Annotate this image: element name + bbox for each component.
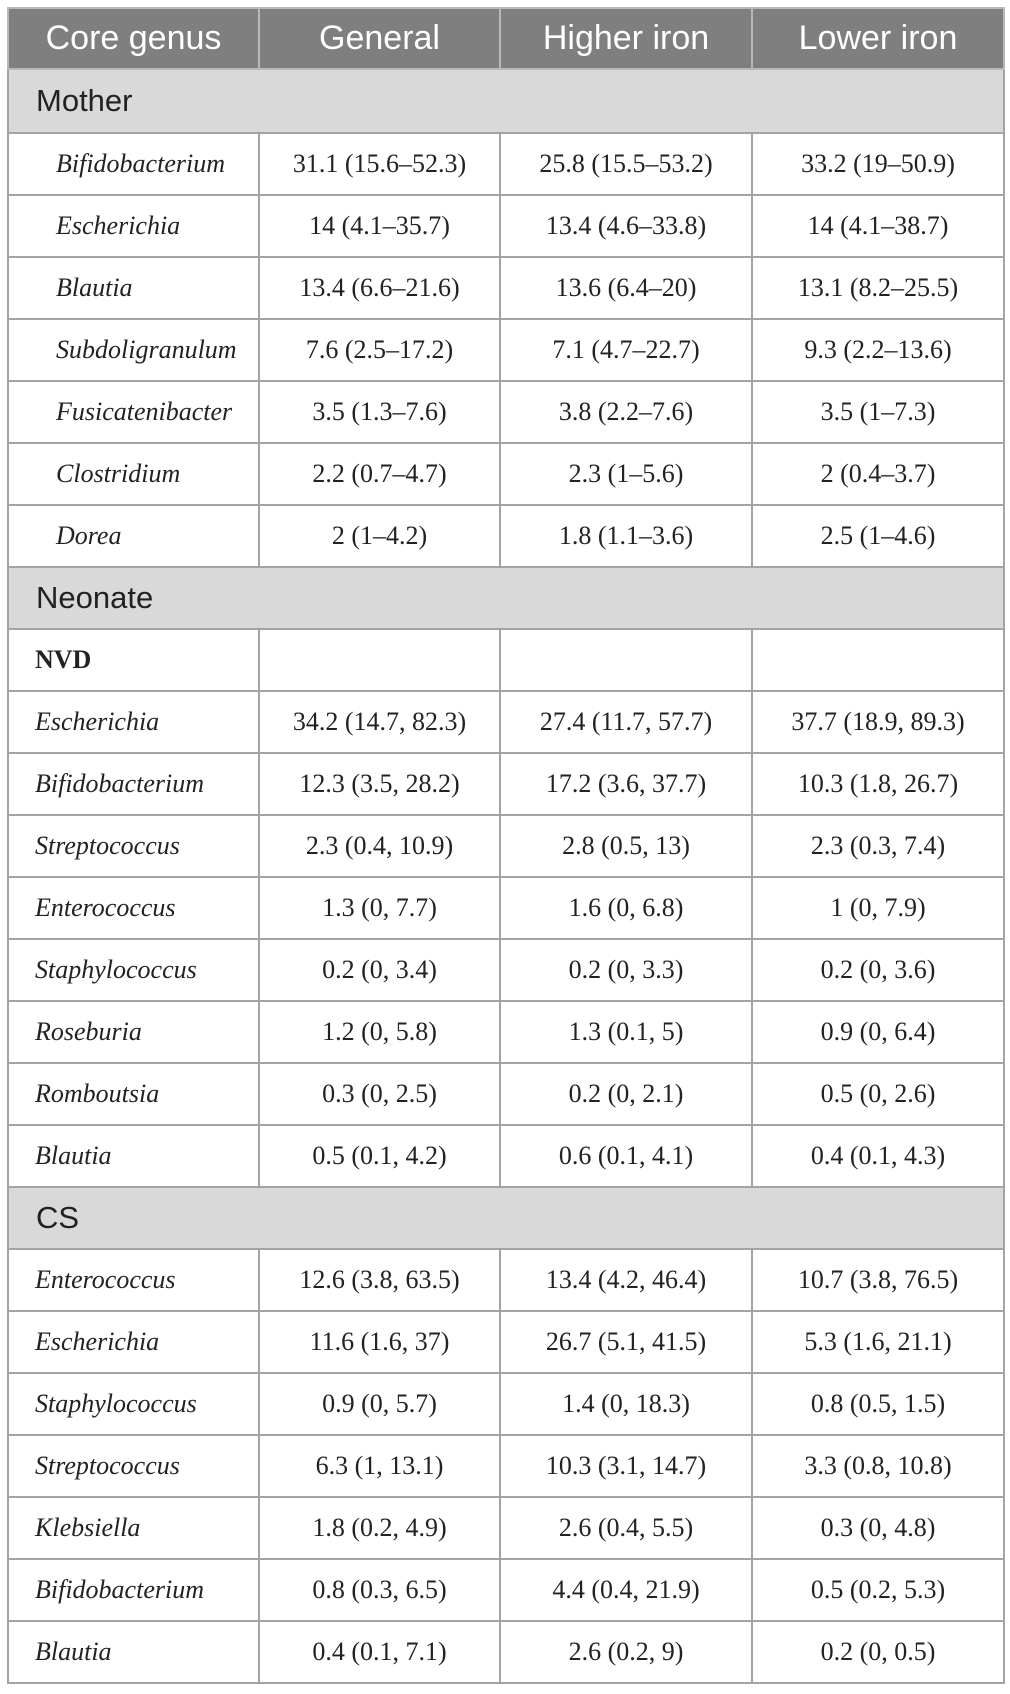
lower-iron-value: 0.5 (0, 2.6)	[752, 1063, 1004, 1125]
table-row	[8, 1497, 1004, 1559]
lower-iron-value: 33.2 (19–50.9)	[752, 133, 1004, 195]
higher-iron-value: 27.4 (11.7, 57.7)	[500, 691, 752, 753]
lower-iron-value: 0.4 (0.1, 4.3)	[752, 1125, 1004, 1187]
lower-iron-value: 0.5 (0.2, 5.3)	[752, 1559, 1004, 1621]
table-row	[8, 691, 1004, 753]
core-genus-table	[7, 7, 1005, 1684]
table-row	[8, 1373, 1004, 1435]
genus-cell: Escherichia	[8, 1311, 259, 1373]
higher-iron-value: 13.4 (4.6–33.8)	[500, 195, 752, 257]
higher-iron-value: 2.8 (0.5, 13)	[500, 815, 752, 877]
empty-cell	[752, 629, 1004, 691]
higher-iron-value: 3.8 (2.2–7.6)	[500, 381, 752, 443]
general-value: 31.1 (15.6–52.3)	[259, 133, 500, 195]
general-value: 0.5 (0.1, 4.2)	[259, 1125, 500, 1187]
genus-cell: Staphylococcus	[8, 939, 259, 1001]
higher-iron-value: 2.6 (0.4, 5.5)	[500, 1497, 752, 1559]
lower-iron-value: 0.9 (0, 6.4)	[752, 1001, 1004, 1063]
genus-cell: Escherichia	[8, 195, 259, 257]
genus-cell: Enterococcus	[8, 877, 259, 939]
genus-cell: Blautia	[8, 1621, 259, 1683]
genus-cell: Subdoligranulum	[8, 319, 259, 381]
general-value: 0.9 (0, 5.7)	[259, 1373, 500, 1435]
lower-iron-value: 0.2 (0, 3.6)	[752, 939, 1004, 1001]
genus-cell: Staphylococcus	[8, 1373, 259, 1435]
higher-iron-value: 10.3 (3.1, 14.7)	[500, 1435, 752, 1497]
table-row	[8, 257, 1004, 319]
higher-iron-value: 1.8 (1.1–3.6)	[500, 505, 752, 567]
general-value: 1.3 (0, 7.7)	[259, 877, 500, 939]
lower-iron-value: 1 (0, 7.9)	[752, 877, 1004, 939]
table-row	[8, 1311, 1004, 1373]
general-value: 0.3 (0, 2.5)	[259, 1063, 500, 1125]
higher-iron-value: 13.6 (6.4–20)	[500, 257, 752, 319]
table-row	[8, 1621, 1004, 1683]
higher-iron-value: 0.6 (0.1, 4.1)	[500, 1125, 752, 1187]
genus-cell: Dorea	[8, 505, 259, 567]
general-value: 2.2 (0.7–4.7)	[259, 443, 500, 505]
higher-iron-value: 13.4 (4.2, 46.4)	[500, 1249, 752, 1311]
genus-cell: Roseburia	[8, 1001, 259, 1063]
general-value: 34.2 (14.7, 82.3)	[259, 691, 500, 753]
table-row	[8, 815, 1004, 877]
section-label-cs: CS	[8, 1187, 1004, 1249]
table-row	[8, 877, 1004, 939]
lower-iron-value: 13.1 (8.2–25.5)	[752, 257, 1004, 319]
column-header-general: General	[259, 8, 500, 69]
genus-cell: Blautia	[8, 1125, 259, 1187]
table-row	[8, 505, 1004, 567]
section-label-neonate: Neonate	[8, 567, 1004, 629]
higher-iron-value: 7.1 (4.7–22.7)	[500, 319, 752, 381]
genus-cell: Bifidobacterium	[8, 133, 259, 195]
empty-cell	[500, 629, 752, 691]
general-value: 2 (1–4.2)	[259, 505, 500, 567]
general-value: 6.3 (1, 13.1)	[259, 1435, 500, 1497]
table-row	[8, 319, 1004, 381]
lower-iron-value: 0.8 (0.5, 1.5)	[752, 1373, 1004, 1435]
table-row	[8, 1001, 1004, 1063]
general-value: 14 (4.1–35.7)	[259, 195, 500, 257]
genus-cell: Escherichia	[8, 691, 259, 753]
general-value: 0.2 (0, 3.4)	[259, 939, 500, 1001]
lower-iron-value: 3.5 (1–7.3)	[752, 381, 1004, 443]
lower-iron-value: 10.3 (1.8, 26.7)	[752, 753, 1004, 815]
table-row	[8, 939, 1004, 1001]
lower-iron-value: 9.3 (2.2–13.6)	[752, 319, 1004, 381]
higher-iron-value: 2.6 (0.2, 9)	[500, 1621, 752, 1683]
genus-cell: Streptococcus	[8, 815, 259, 877]
general-value: 3.5 (1.3–7.6)	[259, 381, 500, 443]
general-value: 13.4 (6.6–21.6)	[259, 257, 500, 319]
table-row	[8, 1063, 1004, 1125]
genus-cell: Bifidobacterium	[8, 1559, 259, 1621]
table-row	[8, 1559, 1004, 1621]
genus-cell: Streptococcus	[8, 1435, 259, 1497]
general-value: 11.6 (1.6, 37)	[259, 1311, 500, 1373]
higher-iron-value: 26.7 (5.1, 41.5)	[500, 1311, 752, 1373]
table-row	[8, 195, 1004, 257]
genus-cell: Romboutsia	[8, 1063, 259, 1125]
lower-iron-value: 37.7 (18.9, 89.3)	[752, 691, 1004, 753]
column-header-higher-iron: Higher iron	[500, 8, 752, 69]
section-row-neonate	[8, 567, 1004, 629]
table-row	[8, 1249, 1004, 1311]
lower-iron-value: 2.3 (0.3, 7.4)	[752, 815, 1004, 877]
lower-iron-value: 5.3 (1.6, 21.1)	[752, 1311, 1004, 1373]
higher-iron-value: 17.2 (3.6, 37.7)	[500, 753, 752, 815]
table-row	[8, 1435, 1004, 1497]
genus-cell: Blautia	[8, 257, 259, 319]
lower-iron-value: 0.2 (0, 0.5)	[752, 1621, 1004, 1683]
column-header-lower-iron: Lower iron	[752, 8, 1004, 69]
genus-cell: Bifidobacterium	[8, 753, 259, 815]
table-row	[8, 381, 1004, 443]
table-row	[8, 133, 1004, 195]
genus-cell: Enterococcus	[8, 1249, 259, 1311]
lower-iron-value: 2 (0.4–3.7)	[752, 443, 1004, 505]
higher-iron-value: 0.2 (0, 3.3)	[500, 939, 752, 1001]
general-value: 1.2 (0, 5.8)	[259, 1001, 500, 1063]
section-label-mother: Mother	[8, 69, 1004, 133]
higher-iron-value: 4.4 (0.4, 21.9)	[500, 1559, 752, 1621]
genus-cell: Fusicatenibacter	[8, 381, 259, 443]
higher-iron-value: 25.8 (15.5–53.2)	[500, 133, 752, 195]
lower-iron-value: 3.3 (0.8, 10.8)	[752, 1435, 1004, 1497]
lower-iron-value: 10.7 (3.8, 76.5)	[752, 1249, 1004, 1311]
higher-iron-value: 0.2 (0, 2.1)	[500, 1063, 752, 1125]
header-row	[8, 8, 1004, 69]
general-value: 2.3 (0.4, 10.9)	[259, 815, 500, 877]
section-row-mother	[8, 69, 1004, 133]
higher-iron-value: 2.3 (1–5.6)	[500, 443, 752, 505]
empty-cell	[259, 629, 500, 691]
table-row	[8, 443, 1004, 505]
section-row-cs	[8, 1187, 1004, 1249]
general-value: 0.8 (0.3, 6.5)	[259, 1559, 500, 1621]
lower-iron-value: 0.3 (0, 4.8)	[752, 1497, 1004, 1559]
lower-iron-value: 14 (4.1–38.7)	[752, 195, 1004, 257]
subgroup-row-nvd	[8, 629, 1004, 691]
subgroup-label-nvd: NVD	[8, 629, 259, 691]
lower-iron-value: 2.5 (1–4.6)	[752, 505, 1004, 567]
table-row	[8, 1125, 1004, 1187]
genus-cell: Clostridium	[8, 443, 259, 505]
general-value: 7.6 (2.5–17.2)	[259, 319, 500, 381]
higher-iron-value: 1.6 (0, 6.8)	[500, 877, 752, 939]
general-value: 12.6 (3.8, 63.5)	[259, 1249, 500, 1311]
general-value: 0.4 (0.1, 7.1)	[259, 1621, 500, 1683]
higher-iron-value: 1.3 (0.1, 5)	[500, 1001, 752, 1063]
table-row	[8, 753, 1004, 815]
column-header-core-genus: Core genus	[8, 8, 259, 69]
higher-iron-value: 1.4 (0, 18.3)	[500, 1373, 752, 1435]
genus-cell: Klebsiella	[8, 1497, 259, 1559]
general-value: 1.8 (0.2, 4.9)	[259, 1497, 500, 1559]
general-value: 12.3 (3.5, 28.2)	[259, 753, 500, 815]
